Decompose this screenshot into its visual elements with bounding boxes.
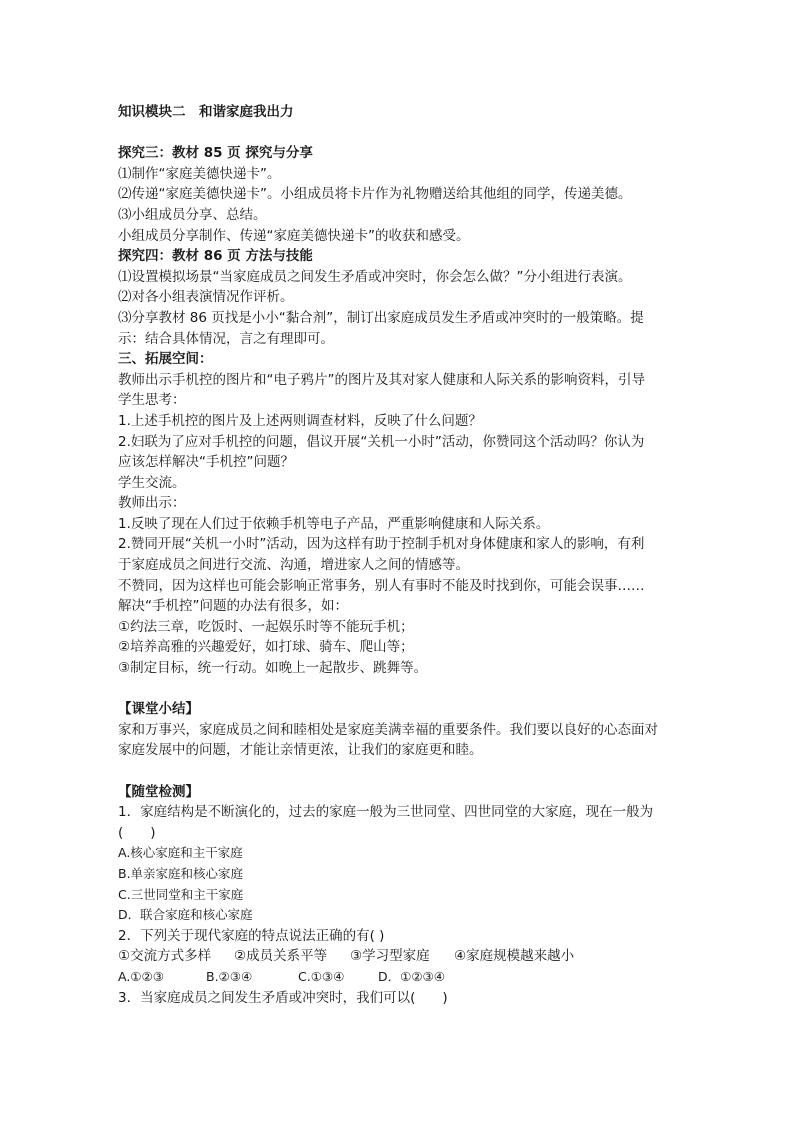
q2-stem: 2．下列关于现代家庭的特点说法正确的有( ) <box>118 927 385 944</box>
expand-heading: 三、拓展空间： <box>118 351 213 368</box>
spacer <box>118 123 678 144</box>
summary-line: 家庭发展中的问题，才能让亲情更浓，让我们的家庭更和睦。 <box>118 742 483 759</box>
q3-stem: 3．当家庭成员之间发生矛盾或冲突时，我们可以( ) <box>118 989 448 1006</box>
q2-option-b: B.②③④ <box>206 968 253 984</box>
explore3-line: 小组成员分享制作、传递“家庭美德快递卡”的收获和感受。 <box>118 227 470 244</box>
expand-line: ①约法三章，吃饭时、一起娱乐时等不能玩手机； <box>118 618 414 635</box>
q1-stem-blank: ( ) <box>118 824 156 841</box>
explore4-line: 示：结合具体情况，言之有理即可。 <box>118 330 334 347</box>
explore3-line: ⑴制作“家庭美德快递卡”。 <box>118 165 281 182</box>
q1-option-c: C.三世同堂和主干家庭 <box>118 886 244 902</box>
q2-statement: ③学习型家庭 <box>350 948 430 965</box>
explore3-heading: 探究三：教材 85 页 探究与分享 <box>118 145 313 162</box>
module-title: 知识模块二 和谐家庭我出力 <box>118 104 294 120</box>
expand-line: 学生思考： <box>118 392 186 409</box>
document-page <box>118 102 678 1008</box>
expand-line: ②培养高雅的兴趣爱好，如打球、骑车、爬山等； <box>118 639 414 656</box>
expand-line: 应该怎样解决“手机控”问题？ <box>118 454 294 471</box>
q2-option-c: C.①③④ <box>298 968 345 984</box>
expand-line: 不赞同，因为这样也可能会影响正常事务，别人有事时不能及时找到你，可能会误事…… <box>118 577 645 594</box>
explore4-heading: 探究四：教材 86 页 方法与技能 <box>118 248 313 265</box>
summary-heading: 【课堂小结】 <box>118 701 199 718</box>
explore4-line: ⑵对各小组表演情况作评析。 <box>118 289 294 306</box>
q2-statements <box>118 946 678 967</box>
explore4-line: ⑶分享教材 86 页找是小小“黏合剂”，制订出家庭成员发生矛盾或冲突时的一般策略。提 <box>118 309 644 326</box>
q1-option-a: A.核心家庭和主干家庭 <box>118 845 243 861</box>
expand-line: 于家庭成员之间进行交流、沟通，增进家人之间的情感等。 <box>118 557 469 574</box>
q2-options <box>118 967 678 988</box>
spacer <box>118 761 678 782</box>
expand-line: 教师出示手机控的图片和“电子鸦片”的图片及其对家人健康和人际关系的影响资料，引导 <box>118 371 645 388</box>
q2-statement: ②成员关系平等 <box>234 948 328 965</box>
q2-statement: ④家庭规模越来越小 <box>454 948 575 965</box>
q2-statement: ①交流方式多样 <box>118 948 212 965</box>
q1-option-b: B.单亲家庭和核心家庭 <box>118 865 244 881</box>
expand-line: 2.妇联为了应对手机控的问题，倡议开展“关机一小时”活动，你赞同这个活动吗？你认为 <box>118 433 645 450</box>
explore4-line: ⑴设置模拟场景“当家庭成员之间发生矛盾或冲突时，你会怎么做？”分小组进行表演。 <box>118 268 632 285</box>
expand-line: ③制定目标，统一行动。如晚上一起散步、跳舞等。 <box>118 660 428 677</box>
explore3-line: ⑶小组成员分享、总结。 <box>118 206 267 223</box>
quiz-heading: 【随堂检测】 <box>118 783 199 800</box>
explore3-line: ⑵传递“家庭美德快递卡”。小组成员将卡片作为礼物赠送给其他组的同学，传递美德。 <box>118 186 632 203</box>
expand-line: 解决“手机控”问题的办法有很多，如： <box>118 598 348 615</box>
summary-line: 家和万事兴，家庭成员之间和睦相处是家庭美满幸福的重要条件。我们要以良好的心态面对 <box>118 721 658 738</box>
q1-stem: 1．家庭结构是不断演化的，过去的家庭一般为三世同堂、四世同堂的大家庭，现在一般为 <box>118 804 654 821</box>
q1-option-d: D．联合家庭和核心家庭 <box>118 907 253 923</box>
expand-line: 1.反映了现在人们过于依赖手机等电子产品，严重影响健康和人际关系。 <box>118 515 550 532</box>
expand-line: 学生交流。 <box>118 474 186 491</box>
expand-line: 教师出示： <box>118 495 186 512</box>
spacer <box>118 679 678 700</box>
expand-line: 2.赞同开展“关机一小时”活动，因为这样有助于控制手机对身体健康和家人的影响，有利 <box>118 536 645 553</box>
q2-option-d: D．①②③④ <box>378 968 445 984</box>
q2-option-a: A.①②③ <box>118 968 164 984</box>
expand-line: 1.上述手机控的图片及上述两则调查材料，反映了什么问题？ <box>118 412 482 429</box>
